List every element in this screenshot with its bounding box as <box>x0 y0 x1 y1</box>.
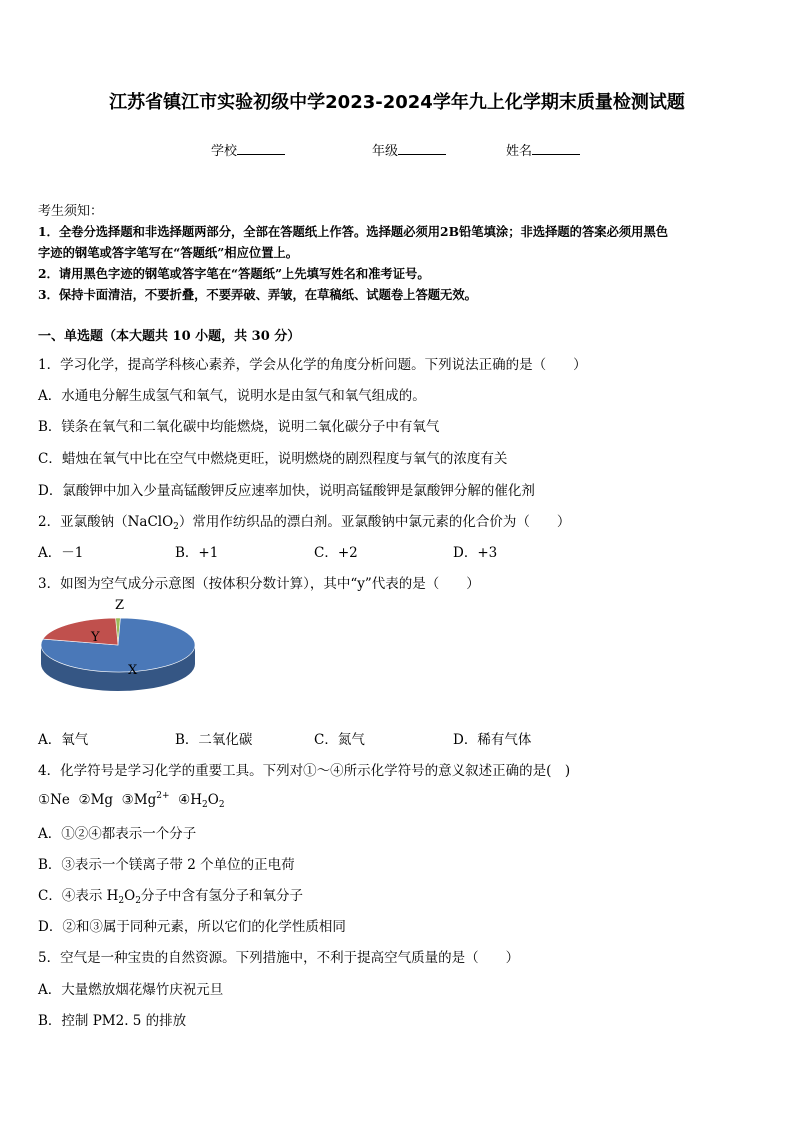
q4-option-b[interactable]: B．③表示一个镁离子带 2 个单位的正电荷 <box>38 857 295 873</box>
q4-option-c-sub2: 2 <box>135 896 141 906</box>
q1-option-a[interactable]: A．水通电分解生成氢气和氧气，说明水是由氢气和氧气组成的。 <box>38 388 426 404</box>
q4-option-d[interactable]: D．②和③属于同种元素，所以它们的化学性质相同 <box>38 919 346 935</box>
pie-label-y: Y <box>91 630 100 645</box>
pie-label-x: X <box>128 663 138 678</box>
school-field <box>211 140 285 159</box>
q4-option-a[interactable]: A．①②④都表示一个分子 <box>38 826 197 842</box>
q1-option-b[interactable]: B．镁条在氧气和二氧化碳中均能燃烧，说明二氧化碳分子中有氧气 <box>38 419 440 435</box>
q2-stem-pre: 2．亚氯酸钠（NaClO <box>38 514 174 530</box>
q3-option-a[interactable]: A．氧气 <box>38 732 89 748</box>
symbol-mg: ②Mg <box>78 792 114 808</box>
name-label: 姓名 <box>506 144 533 159</box>
symbol-h2o2-sub2: 2 <box>218 800 225 810</box>
q1-stem: 1．学习化学，提高学科核心素养，学会从化学的角度分析问题。下列说法正确的是（ ） <box>38 357 587 373</box>
pie-label-z: Z <box>115 598 125 613</box>
symbol-h2o2-o: O <box>207 792 219 808</box>
q3-option-d[interactable]: D．稀有气体 <box>453 732 532 748</box>
name-blank[interactable] <box>532 142 580 155</box>
notice-item-1-line-2: 字迹的钢笔或答字笔写在“答题纸”相应位置上。 <box>38 245 299 260</box>
air-composition-pie-chart <box>38 595 208 730</box>
q4-stem: 4．化学符号是学习化学的重要工具。下列对①～④所示化学符号的意义叙述正确的是( ) <box>38 763 571 779</box>
symbol-mg-ion: ③Mg <box>121 792 157 808</box>
q1-option-d[interactable]: D．氯酸钾中加入少量高锰酸钾反应速率加快，说明高锰酸钾是氯酸钾分解的催化剂 <box>38 483 535 499</box>
q4-option-c-pre: C．④表示 H <box>38 888 119 904</box>
symbol-h2o2-h: ④H <box>178 792 203 808</box>
q4-option-c-mid: O <box>124 888 136 904</box>
grade-blank[interactable] <box>398 142 446 155</box>
pie-chart-svg <box>38 595 208 730</box>
grade-label: 年级 <box>372 144 399 159</box>
q2-stem-post: ）常用作纺织品的漂白剂。亚氯酸钠中氯元素的化合价为（ ） <box>178 514 571 530</box>
q1-option-c[interactable]: C．蜡烛在氧气中比在空气中燃烧更旺，说明燃烧的剧烈程度与氧气的浓度有关 <box>38 451 508 467</box>
symbol-mg-ion-charge: 2+ <box>156 791 170 801</box>
school-label: 学校 <box>211 144 238 159</box>
q4-option-c-sub1: 2 <box>118 896 125 906</box>
q5-option-b[interactable]: B．控制 PM2. 5 的排放 <box>38 1013 187 1029</box>
name-field <box>506 140 580 159</box>
q5-option-a[interactable]: A．大量燃放烟花爆竹庆祝元旦 <box>38 982 224 998</box>
notice-item-2: 2．请用黑色字迹的钢笔或答字笔在“答题纸”上先填写姓名和准考证号。 <box>38 266 430 281</box>
q2-option-d[interactable]: D．+3 <box>453 545 498 561</box>
q3-option-c[interactable]: C．氮气 <box>314 732 365 748</box>
q2-option-a[interactable]: A．－1 <box>38 545 84 561</box>
q2-stem <box>38 510 570 532</box>
q4-option-c[interactable] <box>38 884 303 906</box>
q3-stem: 3．如图为空气成分示意图（按体积分数计算），其中“y”代表的是（ ） <box>38 576 480 592</box>
notice-heading: 考生须知： <box>38 204 104 219</box>
notice-item-3: 3．保持卡面清洁，不要折叠，不要弄破、弄皱，在草稿纸、试题卷上答题无效。 <box>38 287 477 302</box>
notice-item-1-line-1: 1．全卷分选择题和非选择题两部分，全部在答题纸上作答。选择题必须用2B铅笔填涂；非选择题的答案必须用黑色 <box>38 224 669 239</box>
q4-symbols <box>38 791 225 810</box>
school-blank[interactable] <box>237 142 285 155</box>
section-heading: 一、单选题（本大题共 10 小题，共 30 分） <box>38 329 301 344</box>
page-title: 江苏省镇江市实验初级中学2023-2024学年九上化学期末质量检测试题 <box>109 92 685 113</box>
q4-option-c-post: 分子中含有氢分子和氧分子 <box>140 888 303 904</box>
q2-option-c[interactable]: C．+2 <box>314 545 358 561</box>
symbol-ne: ①Ne <box>38 792 70 808</box>
grade-field <box>372 140 446 159</box>
symbol-h2o2-sub1: 2 <box>202 800 208 810</box>
q2-stem-sub: 2 <box>173 522 179 532</box>
q3-option-b[interactable]: B．二氧化碳 <box>175 732 253 748</box>
q5-stem: 5．空气是一种宝贵的自然资源。下列措施中，不利于提高空气质量的是（ ） <box>38 950 520 966</box>
q2-option-b[interactable]: B．+1 <box>175 545 219 561</box>
